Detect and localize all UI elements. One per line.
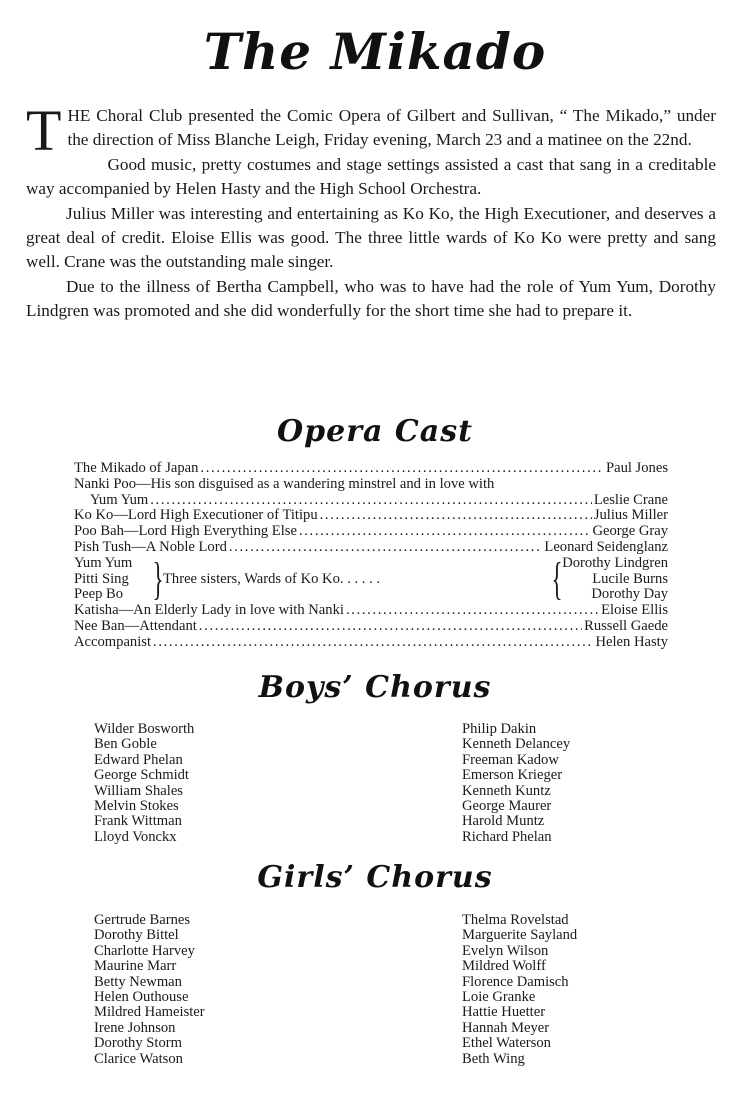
- list-item: Florence Damisch: [462, 973, 569, 990]
- chorus-column-right: [462, 722, 570, 845]
- list-item: Dorothy Storm: [94, 1035, 182, 1052]
- cast-actor: Dorothy Day: [591, 586, 668, 603]
- cast-row: [74, 461, 668, 477]
- dot-leader: [299, 524, 591, 540]
- cast-actor: George Gray: [592, 523, 668, 540]
- list-item: Beth Wing: [462, 1050, 525, 1067]
- list-item: Lloyd Vonckx: [94, 828, 177, 845]
- list-item: Hattie Huetter: [462, 1004, 546, 1021]
- cast-row: [74, 603, 668, 619]
- page-title: The Mikado: [203, 22, 547, 81]
- dot-leader: [199, 619, 582, 635]
- list-item: Edward Phelan: [94, 751, 183, 768]
- cast-list: [74, 461, 668, 651]
- cast-actor: Helen Hasty: [595, 633, 668, 650]
- chorus-column-right: [462, 913, 577, 1067]
- boys-chorus-heading: Boys’ Chorus: [258, 670, 492, 705]
- intro-paragraph-1-text: HE Choral Club presented the Comic Opera of Gilbert and Sullivan, “ The Mikado,” under the direction of Miss Blanche Leigh, Friday evening, March 23 and a matinee on the 22nd.: [67, 106, 716, 150]
- list-item: Gertrude Barnes: [94, 912, 191, 928]
- cast-actor: Eloise Ellis: [601, 602, 668, 619]
- list-item: Kenneth Kuntz: [462, 782, 551, 799]
- list-item: George Schmidt: [94, 767, 189, 784]
- cast-role: Accompanist: [74, 633, 152, 650]
- list-item: Thelma Rovelstad: [462, 912, 569, 928]
- drop-cap: T: [26, 98, 62, 163]
- cast-actor: Julius Miller: [593, 507, 668, 524]
- cast-row: [74, 619, 668, 635]
- cast-row: [74, 493, 668, 509]
- cast-role: Katisha—An Elderly Lady in love with Nanki: [74, 602, 344, 619]
- list-item: Marguerite Sayland: [462, 927, 578, 944]
- cast-actor: Russell Gaede: [584, 617, 668, 634]
- list-item: Ethel Waterson: [462, 1035, 551, 1052]
- list-item: Kenneth Delancey: [462, 736, 571, 753]
- list-item: Hannah Meyer: [462, 1019, 550, 1036]
- list-item: Harold Muntz: [462, 813, 545, 830]
- cast-actor: Lucile Burns: [592, 570, 668, 587]
- list-item: William Shales: [94, 782, 183, 799]
- cast-role-wrapped: Nanki Poo—His son disguised as a wandering minstrel and in love with: [74, 475, 495, 492]
- chorus-column-left: [94, 722, 462, 845]
- cast-actor: Paul Jones: [605, 460, 668, 476]
- list-item: Evelyn Wilson: [462, 942, 549, 959]
- sister-names: [74, 556, 149, 603]
- list-item: Dorothy Bittel: [94, 927, 179, 944]
- list-item: Mildred Hameister: [94, 1004, 205, 1021]
- cast-heading: Opera Cast: [277, 414, 473, 449]
- dot-leader: [229, 540, 543, 556]
- list-item: Charlotte Harvey: [94, 942, 195, 959]
- list-item: Helen Outhouse: [94, 989, 189, 1006]
- list-item: Wilder Bosworth: [94, 721, 195, 737]
- cast-role: Poo Bah—Lord High Everything Else: [74, 523, 297, 540]
- intro-paragraph-1: [26, 98, 716, 163]
- cast-actor: Dorothy Lindgren: [562, 554, 668, 571]
- intro-text: [26, 98, 716, 324]
- intro-paragraph-3: Julius Miller was interesting and entertaining as Ko Ko, the High Executioner, and deserves a great deal of credit. Eloise Ellis was good. The three little wards of Ko Ko were pretty and sang well. Crane was the outstanding male singer.: [26, 203, 716, 272]
- left-brace: {: [551, 553, 563, 605]
- dot-leader: [150, 493, 592, 509]
- dot-leader: . . . . . .: [339, 570, 381, 587]
- list-item: Frank Wittman: [94, 813, 182, 830]
- list-item: Ben Goble: [94, 736, 157, 753]
- intro-paragraph-4: Due to the illness of Bertha Campbell, who was to have had the role of Yum Yum, Dorothy Lindgren was promoted and she did wonderfully for the short time she had to prepare it.: [26, 276, 716, 321]
- right-brace: }: [152, 553, 164, 605]
- list-item: George Maurer: [462, 798, 552, 815]
- cast-role: Pish Tush—A Noble Lord: [74, 538, 227, 555]
- cast-role: Nee Ban—Attendant: [74, 617, 197, 634]
- cast-actor: Leonard Seidenglanz: [544, 538, 668, 555]
- girls-chorus-list: [94, 913, 654, 1067]
- list-item: Philip Dakin: [462, 721, 537, 737]
- list-item: Mildred Wolff: [462, 958, 546, 975]
- list-item: Clarice Watson: [94, 1050, 183, 1067]
- dot-leader: [153, 635, 593, 651]
- list-item: Melvin Stokes: [94, 798, 179, 815]
- sisters-description: [163, 572, 548, 588]
- cast-role: Ko Ko—Lord High Executioner of Titipu: [74, 507, 318, 524]
- intro-paragraph-2: Good music, pretty costumes and stage settings assisted a cast that sang in a creditable way accompanied by Helen Hasty and the High School Orchestra.: [26, 154, 716, 199]
- cast-row: [74, 635, 668, 651]
- list-item: Irene Johnson: [94, 1019, 176, 1036]
- dot-leader: [200, 461, 604, 477]
- sister-name: Yum Yum: [74, 554, 133, 571]
- cast-role: The Mikado of Japan: [74, 460, 199, 476]
- list-item: Betty Newman: [94, 973, 182, 990]
- girls-chorus-heading: Girls’ Chorus: [257, 860, 493, 895]
- cast-row: [74, 508, 668, 524]
- list-item: Maurine Marr: [94, 958, 177, 975]
- cast-role: Yum Yum: [90, 491, 149, 508]
- sister-name: Peep Bo: [74, 586, 124, 603]
- list-item: Emerson Krieger: [462, 767, 563, 784]
- list-item: Loie Granke: [462, 989, 536, 1006]
- cast-actor: Leslie Crane: [593, 491, 668, 508]
- sister-actors: [562, 556, 668, 603]
- list-item: Richard Phelan: [462, 828, 552, 845]
- chorus-column-left: [94, 913, 462, 1067]
- sister-name: Pitti Sing: [74, 570, 129, 587]
- list-item: Freeman Kadow: [462, 751, 559, 768]
- boys-chorus-list: [94, 722, 654, 845]
- sisters-desc-text: Three sisters, Wards of Ko Ko: [163, 570, 340, 587]
- dot-leader: [320, 508, 592, 524]
- cast-row: [74, 524, 668, 540]
- dot-leader: [346, 603, 599, 619]
- three-sisters-group: [74, 553, 668, 605]
